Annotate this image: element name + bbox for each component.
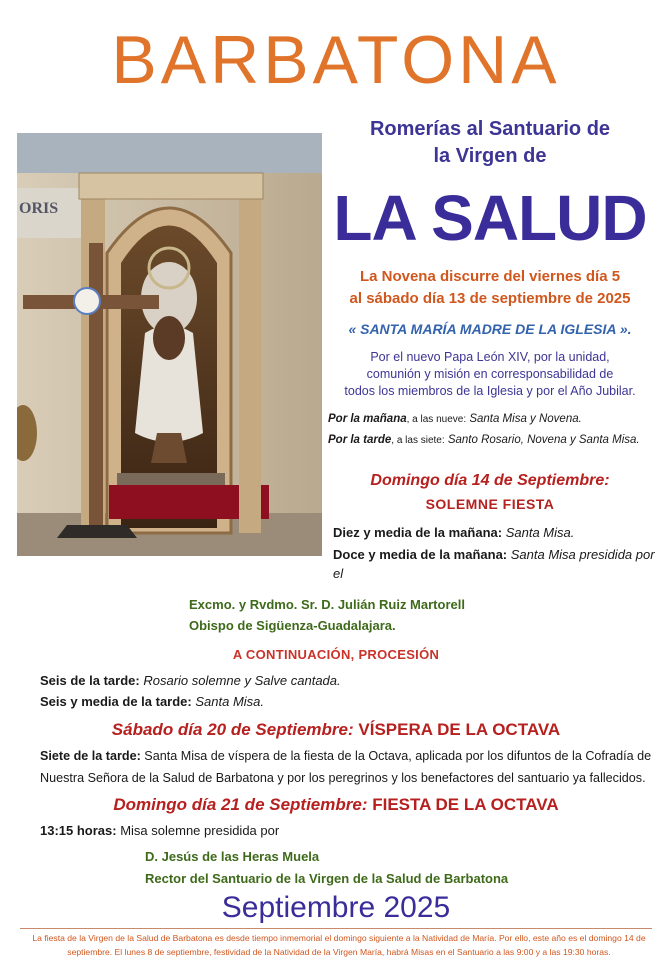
evening-mass-event: Seis y media de la tarde: Santa Misa.: [40, 694, 265, 709]
sunday-21-mass: 13:15 horas: Misa solemne presidida por: [40, 823, 280, 838]
intent-line-1: Por el nuevo Papa León XIV, por la unidad,: [370, 350, 610, 364]
saturday-20-heading: Sábado día 20 de Septiembre: VÍSPERA DE LA OCTAVA: [111, 720, 561, 739]
sanctuary-image: [17, 133, 322, 556]
subtitle-line-2: la Virgen de: [433, 145, 547, 167]
month-year: Septiembre 2025: [221, 891, 451, 924]
solemn-feast-label: SOLEMNE FIESTA: [425, 496, 555, 512]
footer-divider: [20, 928, 652, 929]
poster-title: BARBATONA: [111, 22, 561, 98]
novena-dates: [328, 266, 652, 310]
saturday-20-details: Siete de la tarde: Santa Misa de víspera de la fiesta de la Octava, aplicada por los difuntos de la Cofradía de Nuestra Señora de la Salud de Barbatona y por los peregrinos y los benefactores del santuario ya fallecidos.: [40, 749, 652, 785]
bishop-info: [189, 594, 465, 636]
subtitle-line-1: Romerías al Santuario de: [369, 118, 611, 140]
rector-info: [145, 846, 508, 890]
rector-title: Rector del Santuario de la Virgen de la Salud de Barbatona: [145, 871, 509, 886]
footer-note: La fiesta de la Virgen de la Salud de Barbatona es desde tiempo inmemorial el domingo siguiente a la Natividad de María. Por ello, este año es el domingo 14 de septiembre. El lunes 8 de septiembre, festividad de la Natividad de la Virgen María, habrá Misas en el Santuario a las 9:00 y a las 19:30 horas.: [32, 933, 646, 957]
la-salud-heading: LA SALUD: [333, 182, 647, 254]
novena-line-1: La Novena discurre del viernes día 5: [359, 268, 621, 285]
intent-line-2: comunión y misión en corresponsabilidad de: [366, 367, 614, 381]
procession-heading: A CONTINUACIÓN, PROCESIÓN: [232, 647, 440, 662]
morning-schedule: Por la mañana, a las nueve: Santa Misa y Novena.: [328, 413, 582, 425]
sunday-14-mass-2: Doce y media de la mañana: Santa Misa presidida por el: [333, 547, 655, 581]
intent-line-3: todos los miembros de la Iglesia y por el Año Jubilar.: [344, 384, 636, 398]
sunday-14-heading: Domingo día 14 de Septiembre:: [370, 472, 610, 489]
rector-name: D. Jesús de las Heras Muela: [145, 849, 320, 864]
rosary-event: Seis de la tarde: Rosario solemne y Salve cantada.: [40, 673, 341, 688]
sunday-14-mass-1: Diez y media de la mañana: Santa Misa.: [333, 525, 575, 540]
evening-schedule: Por la tarde, a las siete: Santo Rosario, Novena y Santa Misa.: [328, 434, 640, 446]
sunday-21-heading: Domingo día 21 de Septiembre: FIESTA DE LA OCTAVA: [113, 795, 559, 814]
bishop-title: Obispo de Sigüenza-Guadalajara.: [189, 618, 396, 633]
novena-line-2: al sábado día 13 de septiembre de 2025: [349, 290, 631, 307]
novena-motto: « SANTA MARÍA MADRE DE LA IGLESIA ».: [348, 321, 632, 337]
pilgrimage-subtitle: [328, 116, 652, 170]
bishop-name: Excmo. y Rvdmo. Sr. D. Julián Ruiz Martorell: [189, 597, 465, 612]
daily-schedule: [328, 409, 668, 451]
prayer-intentions: [328, 349, 652, 400]
wall-sign-text: ORIS: [19, 200, 59, 217]
virgin-photo: [17, 133, 322, 556]
